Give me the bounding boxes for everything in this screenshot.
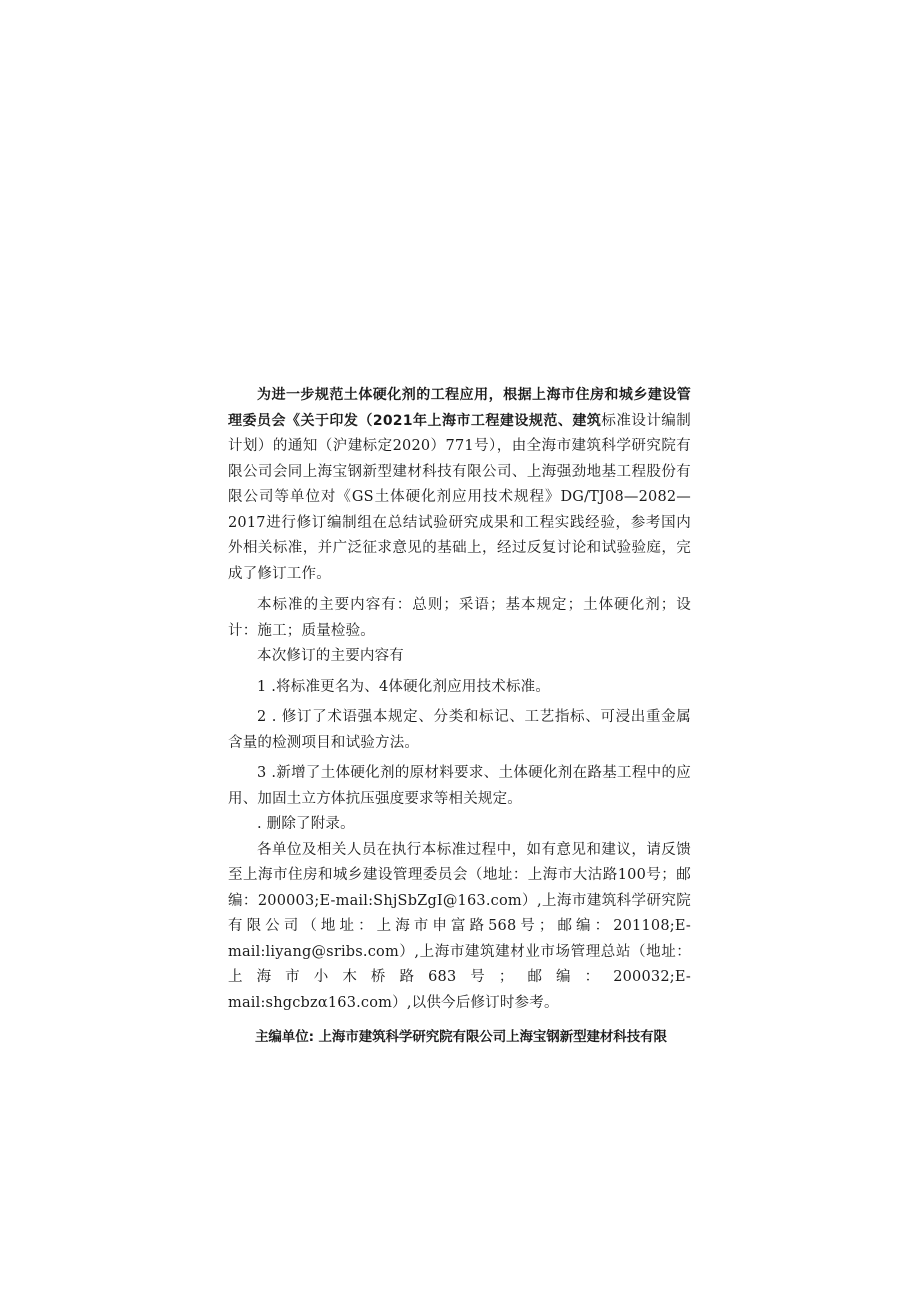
preface-paragraph-revision-2: 2 . 修订了术语强本规定、分类和标记、工艺指标、可浸出重金属含量的检测项目和试验方法。 xyxy=(228,709,691,751)
preface-paragraph-revision-4: . 删除了附录。 xyxy=(257,816,355,832)
preface-paragraph-contents: 本标准的主要内容有：总则；采语；基本规定；土体硬化剂；设计：施工；质量检验。 xyxy=(228,597,691,639)
preface-intro-bold-text: 为进一步规范土体硬化剂的工程应用，根据上海市住房和城乡建设管理委员会《关于印发（2021年上海市工程建设规范、建筑 xyxy=(228,387,691,429)
preface-paragraph-intro xyxy=(228,383,691,587)
preface-paragraph-revision-1: 1 .将标准更名为、4体硬化剂应用技术标准。 xyxy=(257,678,551,695)
preface-block xyxy=(228,383,691,1050)
preface-paragraph-revision-3: 3 .新增了土体硬化剂的原材料要求、土体硬化剂在路基工程中的应用、加固土立方体抗压强度要求等相关规定。 xyxy=(228,765,691,807)
preface-paragraph-revision-heading: 本次修订的主要内容有 xyxy=(257,648,404,664)
preface-intro-text: 标准设计编制计划）的通知（沪建标定2020）771号），由全海市建筑科学研究院有限公司会同上海宝钢新型建材科技有限公司、上海强劲地基工程股份有限公司等单位对《GS土体硬化剂应用技术规程》DG/TJ08—2082—2017进行修订编制组在总结试验研究成果和工程实践经验，参考国内外相关标准，并广泛征求意见的基础上，经过反复讨论和试验验庭，完成了修订工作。 xyxy=(228,412,691,582)
preface-paragraph-feedback: 各单位及相关人员在执行本标准过程中，如有意见和建议，请反馈至上海市住房和城乡建设管理委员会（地址：上海市大沽路100号；邮编：200003;E-mail:ShjSbZgI@163.com）,上海市建筑科学研究院有限公司（地址：上海市申富路568号；邮编：201108;E-mail:liyang@sribs.com）,上海市建筑建材业市场管理总站（地址：上海市小木桥路683号；邮编：200032;E-mail:shgcbzα163.com）,以供今后修订时参考。 xyxy=(228,841,691,1011)
chief-editor-units: 主编单位: 上海市建筑科学研究院有限公司上海宝钢新型建材科技有限 xyxy=(255,1029,667,1045)
